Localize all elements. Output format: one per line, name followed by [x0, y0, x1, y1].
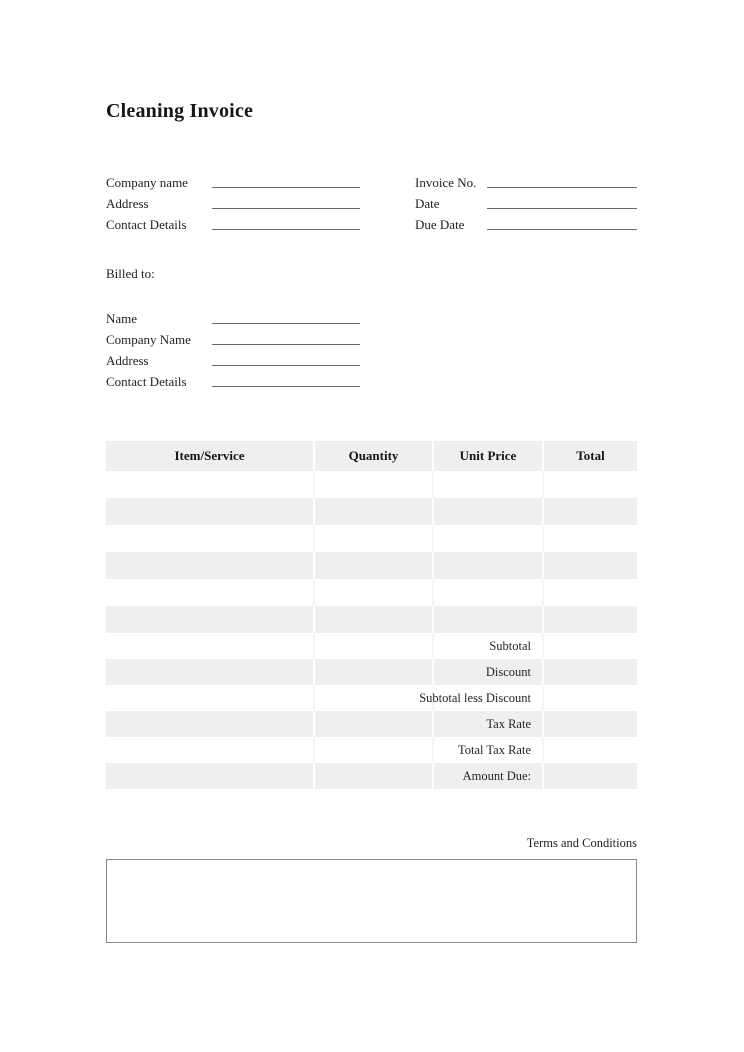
- col-header-item-service: Item/Service: [106, 441, 314, 471]
- unit-price-cell[interactable]: [433, 525, 543, 552]
- summary-spacer-cell: [314, 711, 433, 737]
- summary-row-subtotal-less-discount: [106, 685, 637, 711]
- item-service-cell[interactable]: [106, 471, 314, 498]
- item-row-1: [106, 471, 637, 498]
- summary-label-cell: [433, 737, 543, 763]
- quantity-cell[interactable]: [314, 552, 433, 579]
- total-cell[interactable]: [543, 579, 637, 606]
- field-row-billed-name: [106, 308, 360, 329]
- quantity-cell[interactable]: [314, 606, 433, 633]
- invoice-no-blank[interactable]: [487, 172, 637, 188]
- field-row-billed-contact-details: [106, 371, 360, 392]
- item-row-2: [106, 498, 637, 525]
- summary-spacer-cell: [106, 711, 314, 737]
- billed-to-section: [106, 308, 360, 392]
- field-row-company-name: [106, 172, 360, 193]
- invoice-no-label: Invoice No.: [415, 175, 477, 190]
- total-cell[interactable]: [543, 552, 637, 579]
- company-info-section: [106, 172, 360, 235]
- quantity-cell[interactable]: [314, 498, 433, 525]
- item-service-cell[interactable]: [106, 552, 314, 579]
- quantity-cell[interactable]: [314, 471, 433, 498]
- item-row-6: [106, 606, 637, 633]
- amount-due-label: Amount Due:: [462, 769, 531, 783]
- date-label: Date: [415, 196, 440, 211]
- summary-spacer-cell: [106, 763, 314, 789]
- address-label: Address: [106, 196, 149, 211]
- item-row-3: [106, 525, 637, 552]
- item-service-cell[interactable]: [106, 606, 314, 633]
- field-row-date: [415, 193, 637, 214]
- tax-rate-label: Tax Rate: [486, 717, 531, 731]
- item-row-4: [106, 552, 637, 579]
- summary-spacer-cell: [106, 685, 314, 711]
- unit-price-cell[interactable]: [433, 498, 543, 525]
- summary-label-cell: [419, 685, 543, 711]
- subtotal-label: Subtotal: [489, 639, 531, 653]
- col-header-quantity: Quantity: [314, 441, 433, 471]
- summary-spacer-cell: [314, 633, 433, 659]
- billed-to-heading: Billed to:: [106, 266, 155, 281]
- items-table-header-row: [106, 441, 637, 471]
- summary-spacer-cell: [314, 763, 433, 789]
- date-blank[interactable]: [487, 193, 637, 209]
- summary-spacer-cell: [106, 633, 314, 659]
- field-row-invoice-no: [415, 172, 637, 193]
- summary-row-amount-due: [106, 763, 637, 789]
- item-service-cell[interactable]: [106, 498, 314, 525]
- unit-price-cell[interactable]: [433, 606, 543, 633]
- contact-details-label: Contact Details: [106, 217, 187, 232]
- col-header-unit-price: Unit Price: [433, 441, 543, 471]
- page-title: Cleaning Invoice: [106, 100, 254, 122]
- summary-spacer-cell: [314, 737, 433, 763]
- summary-row-discount: [106, 659, 637, 685]
- terms-and-conditions-box[interactable]: [106, 859, 637, 943]
- discount-value-cell[interactable]: [543, 659, 637, 685]
- summary-label-cell: [433, 711, 543, 737]
- summary-label-cell: [433, 763, 543, 789]
- field-row-address: [106, 193, 360, 214]
- summary-spacer-cell: [106, 659, 314, 685]
- company-name-blank[interactable]: [212, 172, 360, 188]
- billed-address-label: Address: [106, 353, 149, 368]
- billed-company-name-blank[interactable]: [212, 329, 360, 345]
- total-cell[interactable]: [543, 498, 637, 525]
- summary-row-tax-rate: [106, 711, 637, 737]
- billed-company-name-label: Company Name: [106, 332, 191, 347]
- total-cell[interactable]: [543, 606, 637, 633]
- item-service-cell[interactable]: [106, 525, 314, 552]
- unit-price-cell[interactable]: [433, 579, 543, 606]
- due-date-label: Due Date: [415, 217, 465, 232]
- field-row-billed-address: [106, 350, 360, 371]
- discount-label: Discount: [485, 665, 531, 679]
- total-tax-rate-label: Total Tax Rate: [458, 743, 531, 757]
- terms-and-conditions-label: Terms and Conditions: [526, 836, 637, 850]
- items-table: [106, 441, 637, 789]
- amount-due-value-cell[interactable]: [543, 763, 637, 789]
- summary-spacer-cell: [106, 737, 314, 763]
- col-header-total: Total: [543, 441, 637, 471]
- billed-name-label: Name: [106, 311, 138, 326]
- address-blank[interactable]: [212, 193, 360, 209]
- subtotal-less-discount-value-cell[interactable]: [543, 685, 637, 711]
- quantity-cell[interactable]: [314, 525, 433, 552]
- item-row-5: [106, 579, 637, 606]
- billed-contact-details-label: Contact Details: [106, 374, 187, 389]
- summary-spacer-cell: [314, 685, 433, 711]
- subtotal-value-cell[interactable]: [543, 633, 637, 659]
- tax-rate-value-cell[interactable]: [543, 711, 637, 737]
- quantity-cell[interactable]: [314, 579, 433, 606]
- field-row-billed-company-name: [106, 329, 360, 350]
- summary-spacer-cell: [314, 659, 433, 685]
- total-cell[interactable]: [543, 525, 637, 552]
- company-name-label: Company name: [106, 175, 188, 190]
- billed-contact-details-blank[interactable]: [212, 371, 360, 387]
- contact-details-blank[interactable]: [212, 214, 360, 230]
- summary-label-cell: [433, 659, 543, 685]
- billed-name-blank[interactable]: [212, 308, 360, 324]
- billed-address-blank[interactable]: [212, 350, 360, 366]
- field-row-contact-details: [106, 214, 360, 235]
- due-date-blank[interactable]: [487, 214, 637, 230]
- field-row-due-date: [415, 214, 637, 235]
- unit-price-cell[interactable]: [433, 552, 543, 579]
- total-cell[interactable]: [543, 471, 637, 498]
- summary-row-total-tax-rate: [106, 737, 637, 763]
- invoice-meta-section: [415, 172, 637, 235]
- item-service-cell[interactable]: [106, 579, 314, 606]
- subtotal-less-discount-label: Subtotal less Discount: [419, 691, 531, 705]
- summary-row-subtotal: [106, 633, 637, 659]
- summary-label-cell: [433, 633, 543, 659]
- total-tax-rate-value-cell[interactable]: [543, 737, 637, 763]
- unit-price-cell[interactable]: [433, 471, 543, 498]
